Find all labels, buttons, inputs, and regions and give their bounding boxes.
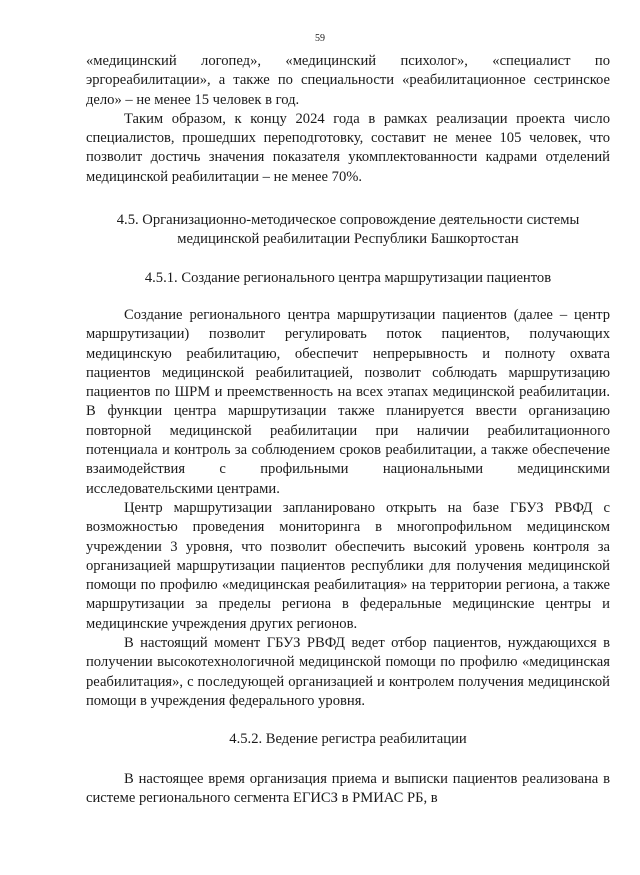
paragraph-routing-center-base: Центр маршрутизации запланировано открыть на базе ГБУЗ РВФД с возможностью проведения мониторинга в многопрофильном медицинском учреждении 3 уровня, что позволит обеспечить высокий уровень контроля за организацией маршрутизации пациентов республики для получения медицинской помощи по профилю «медицинская реабилитация» на территории региона, а также маршрутизации за пределы региона в федеральные медицинские центры и медицинские учреждения других регионов. — [86, 499, 610, 632]
paragraph-patient-selection: В настоящий момент ГБУЗ РВФД ведет отбор пациентов, нуждающихся в получении высокотехнологичной медицинской помощи по профилю «медицинская реабилитация», с последующей организацией и контролем получения медицинской помощи в учреждения федерального уровня. — [86, 635, 610, 709]
subsection-heading-registry: 4.5.2. Ведение регистра реабилитации — [229, 731, 467, 748]
page-number: 59 — [315, 33, 325, 44]
paragraph-continued: «медицинский логопед», «медицинский психолог», «специалист по эргореабилитации», а также по специальности «реабилитационное сестринское дело» – не менее 15 человек в год. — [86, 53, 610, 108]
paragraph-summary: Таким образом, к концу 2024 года в рамках реализации проекта число специалистов, прошедших переподготовку, составит не менее 105 человек, что позволит достичь значения показателя укомплектованности кадрами отделений медицинской реабилитации – не менее 70%. — [86, 110, 610, 185]
paragraph-registry: В настоящее время организация приема и выписки пациентов реализована в системе регионального сегмента ЕГИСЗ в РМИАС РБ, в — [86, 770, 610, 806]
document-body — [86, 52, 610, 808]
subsection-heading-routing-center: 4.5.1. Создание регионального центра маршрутизации пациентов — [144, 269, 552, 286]
section-heading: 4.5. Организационно-методическое сопровождение деятельности системы медицинской реабилитации Республики Башкортостан — [116, 212, 580, 248]
paragraph-routing-center: Создание регионального центра маршрутизации пациентов (далее – центр маршрутизации) позволит регулировать поток пациентов, получающих медицинскую реабилитацию, обеспечит непрерывность и полноту охвата пациентов медицинской реабилитацией, позволит соблюдать маршрутизацию пациентов по ШРМ и преемственность на всех этапах медицинской реабилитации. В функции центра маршрутизации также планируется ввести организацию повторной медицинской реабилитации при наличии реабилитационного потенциала и контроль за соблюдением сроков реабилитации, а также обеспечение взаимодействия с профильными национальными медицинскими исследовательскими центрами. — [86, 306, 610, 497]
